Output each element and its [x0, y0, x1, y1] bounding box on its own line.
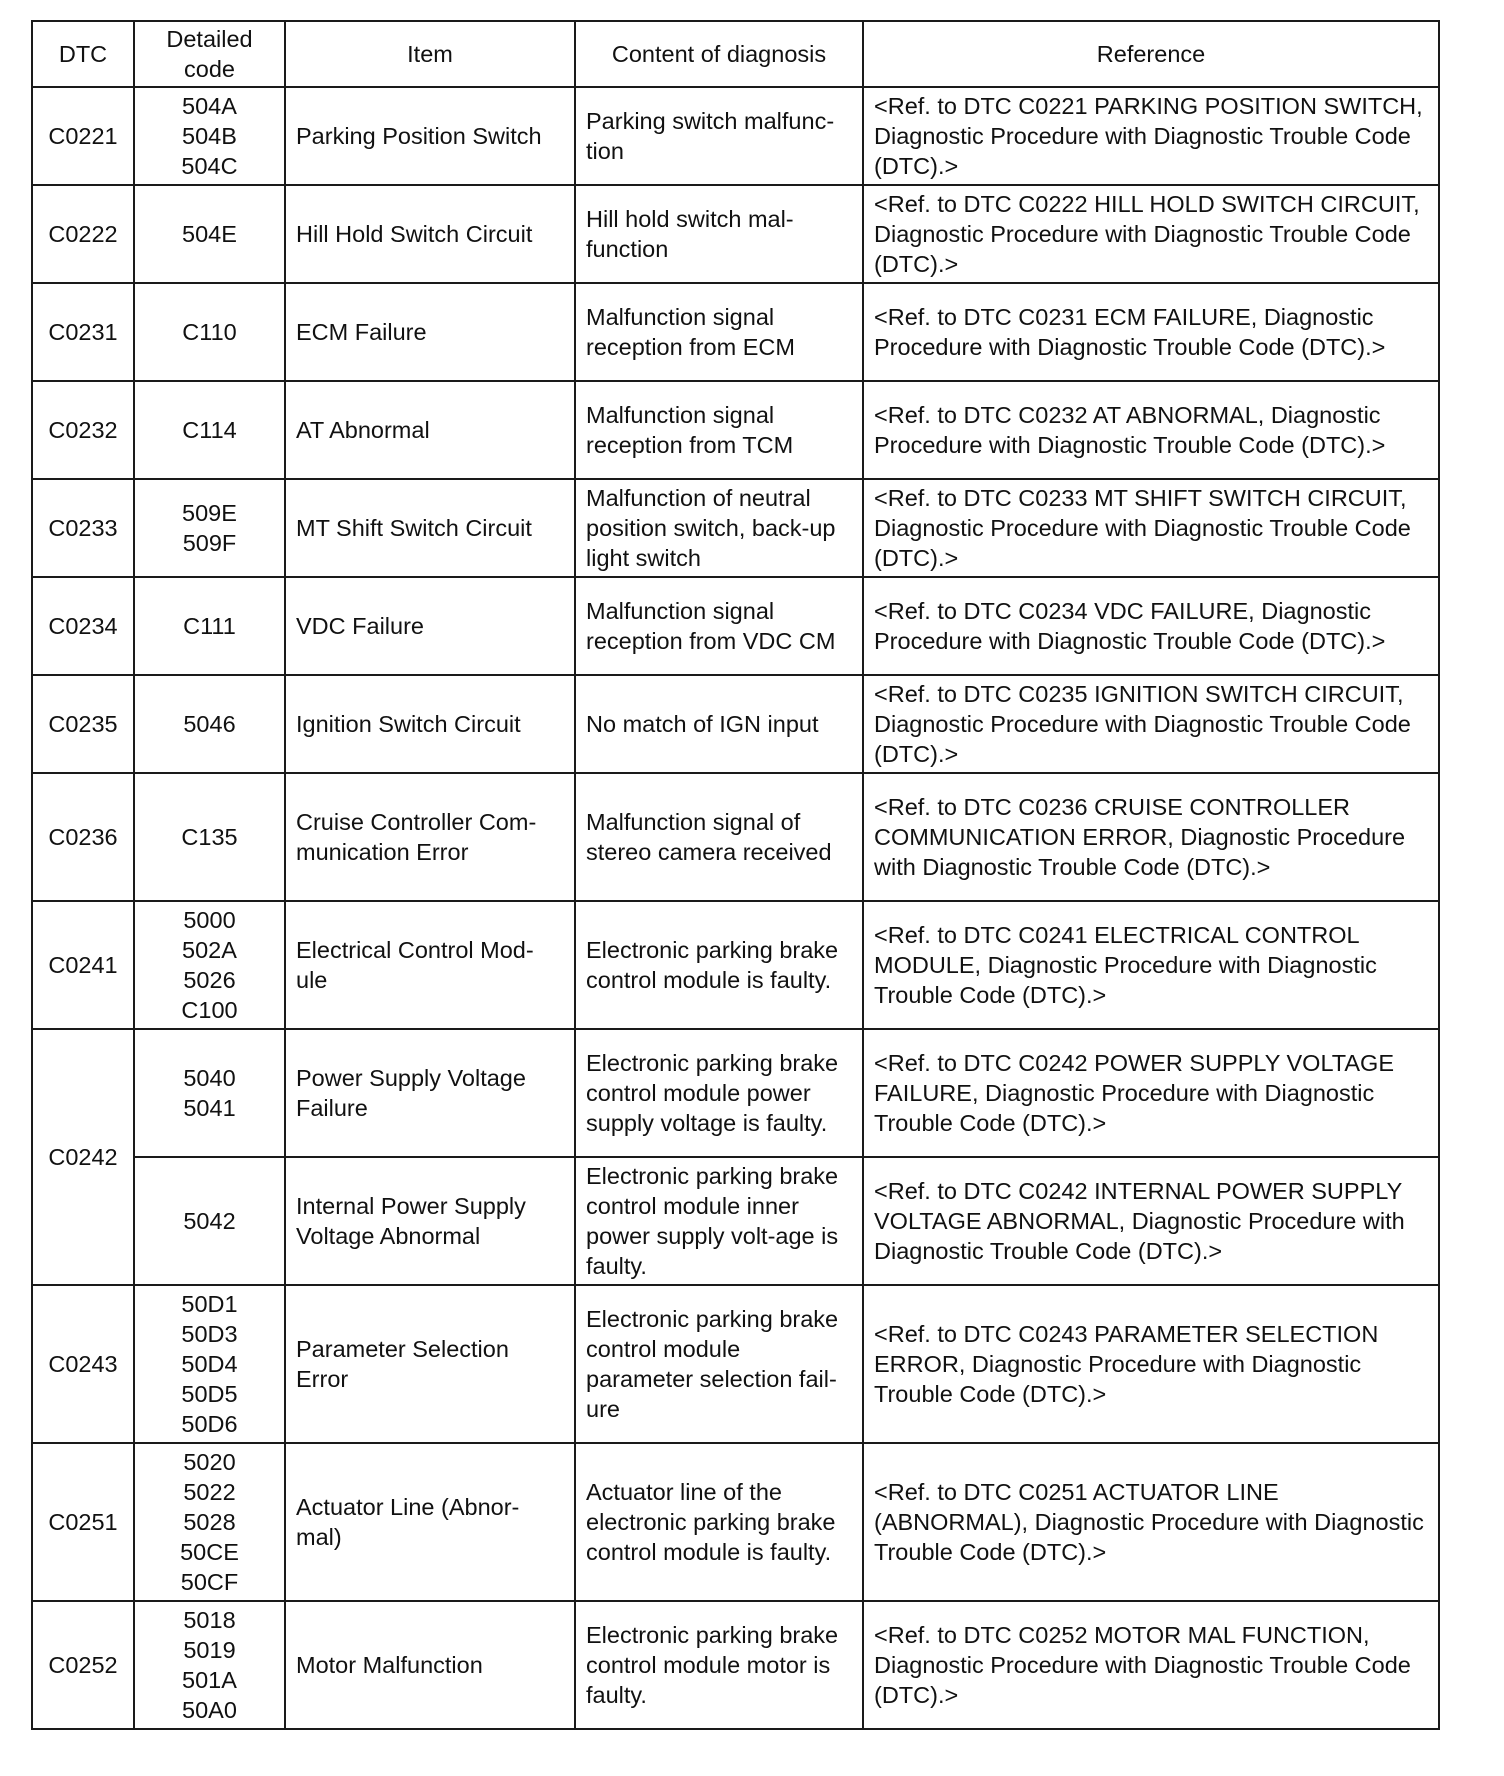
reference-cell: <Ref. to DTC C0233 MT SHIFT SWITCH CIRCUIT, Diagnostic Procedure with Diagnostic Trouble Code (DTC).>	[863, 479, 1439, 577]
detailed-code-cell	[134, 773, 285, 901]
detailed-code: 504E	[182, 221, 237, 247]
detailed-code: 5046	[183, 711, 236, 737]
item-cell: VDC Failure	[285, 577, 575, 675]
reference-cell: <Ref. to DTC C0242 INTERNAL POWER SUPPLY VOLTAGE ABNORMAL, Diagnostic Procedure with Diagnostic Trouble Code (DTC).>	[863, 1157, 1439, 1285]
detailed-code-cell	[134, 185, 285, 283]
header-reference: Reference	[863, 21, 1439, 87]
item-cell: Ignition Switch Circuit	[285, 675, 575, 773]
content-cell: Electronic parking brake control module motor is faulty.	[575, 1601, 863, 1729]
dtc-cell: C0251	[32, 1443, 134, 1601]
table-row	[32, 479, 1439, 577]
table-row	[32, 283, 1439, 381]
table-row	[32, 185, 1439, 283]
table-row	[32, 1601, 1439, 1729]
content-cell: Electronic parking brake control module is faulty.	[575, 901, 863, 1029]
content-cell: Electronic parking brake control module power supply voltage is faulty.	[575, 1029, 863, 1157]
detailed-code: 504B	[182, 123, 237, 149]
dtc-table	[31, 20, 1440, 1730]
item-cell: ECM Failure	[285, 283, 575, 381]
dtc-cell: C0243	[32, 1285, 134, 1443]
detailed-code: C110	[182, 319, 237, 345]
dtc-cell: C0233	[32, 479, 134, 577]
detailed-code: 5028	[183, 1509, 236, 1535]
detailed-code: 5018	[183, 1607, 236, 1633]
detailed-code: 5019	[183, 1637, 236, 1663]
dtc-cell: C0241	[32, 901, 134, 1029]
item-cell: Actuator Line (Abnor-mal)	[285, 1443, 575, 1601]
content-cell: Actuator line of the electronic parking brake control module is faulty.	[575, 1443, 863, 1601]
reference-cell: <Ref. to DTC C0236 CRUISE CONTROLLER COMMUNICATION ERROR, Diagnostic Procedure with Diagnostic Trouble Code (DTC).>	[863, 773, 1439, 901]
reference-cell: <Ref. to DTC C0252 MOTOR MAL FUNCTION, Diagnostic Procedure with Diagnostic Trouble Code (DTC).>	[863, 1601, 1439, 1729]
table-row	[32, 381, 1439, 479]
detailed-code: 5026	[183, 967, 236, 993]
dtc-cell: C0231	[32, 283, 134, 381]
content-cell: Electronic parking brake control module parameter selection fail-ure	[575, 1285, 863, 1443]
table-row	[32, 1285, 1439, 1443]
content-cell: Malfunction signal reception from ECM	[575, 283, 863, 381]
detailed-code: 5040	[183, 1065, 236, 1091]
detailed-code: 50D5	[181, 1381, 238, 1407]
detailed-code: 50D1	[181, 1291, 238, 1317]
table-row	[32, 675, 1439, 773]
detailed-code: 50A0	[182, 1697, 237, 1723]
detailed-code-cell	[134, 381, 285, 479]
detailed-code-cell	[134, 1157, 285, 1285]
table-row	[32, 577, 1439, 675]
detailed-code: 50CE	[180, 1539, 239, 1565]
content-cell: Malfunction signal reception from VDC CM	[575, 577, 863, 675]
reference-cell: <Ref. to DTC C0221 PARKING POSITION SWITCH, Diagnostic Procedure with Diagnostic Trouble Code (DTC).>	[863, 87, 1439, 185]
item-cell: Internal Power Supply Voltage Abnormal	[285, 1157, 575, 1285]
content-cell: Parking switch malfunc-tion	[575, 87, 863, 185]
detailed-code: 50D4	[181, 1351, 238, 1377]
detailed-code: 509E	[182, 500, 237, 526]
reference-cell: <Ref. to DTC C0232 AT ABNORMAL, Diagnostic Procedure with Diagnostic Trouble Code (DTC).>	[863, 381, 1439, 479]
detailed-code: 504C	[181, 153, 238, 179]
item-cell: Parameter Selection Error	[285, 1285, 575, 1443]
reference-cell: <Ref. to DTC C0243 PARAMETER SELECTION ERROR, Diagnostic Procedure with Diagnostic Trouble Code (DTC).>	[863, 1285, 1439, 1443]
reference-cell: <Ref. to DTC C0242 POWER SUPPLY VOLTAGE FAILURE, Diagnostic Procedure with Diagnostic Trouble Code (DTC).>	[863, 1029, 1439, 1157]
detailed-code: C135	[181, 824, 238, 850]
detailed-code-cell	[134, 87, 285, 185]
content-cell: Hill hold switch mal-function	[575, 185, 863, 283]
dtc-cell: C0242	[32, 1029, 134, 1285]
content-cell: Malfunction of neutral position switch, back-up light switch	[575, 479, 863, 577]
reference-cell: <Ref. to DTC C0251 ACTUATOR LINE (ABNORMAL), Diagnostic Procedure with Diagnostic Trouble Code (DTC).>	[863, 1443, 1439, 1601]
detailed-code: C111	[183, 613, 236, 639]
detailed-code: 504A	[182, 93, 237, 119]
content-cell: Malfunction signal of stereo camera received	[575, 773, 863, 901]
table-row	[32, 87, 1439, 185]
header-dtc: DTC	[32, 21, 134, 87]
table-row	[32, 1029, 1439, 1157]
reference-cell: <Ref. to DTC C0222 HILL HOLD SWITCH CIRCUIT, Diagnostic Procedure with Diagnostic Trouble Code (DTC).>	[863, 185, 1439, 283]
detailed-code: 5042	[183, 1208, 236, 1234]
item-cell: Power Supply Voltage Failure	[285, 1029, 575, 1157]
detailed-code: 50CF	[180, 1569, 239, 1595]
table-row	[32, 1443, 1439, 1601]
detailed-code-cell	[134, 1285, 285, 1443]
item-cell: Motor Malfunction	[285, 1601, 575, 1729]
dtc-cell: C0222	[32, 185, 134, 283]
detailed-code: 501A	[182, 1667, 237, 1693]
reference-cell: <Ref. to DTC C0234 VDC FAILURE, Diagnostic Procedure with Diagnostic Trouble Code (DTC).>	[863, 577, 1439, 675]
detailed-code: 5022	[183, 1479, 236, 1505]
detailed-code: 50D3	[181, 1321, 238, 1347]
detailed-code-cell	[134, 479, 285, 577]
item-cell: Electrical Control Mod-ule	[285, 901, 575, 1029]
detailed-code: 5000	[183, 907, 236, 933]
dtc-cell: C0252	[32, 1601, 134, 1729]
detailed-code-cell	[134, 283, 285, 381]
reference-cell: <Ref. to DTC C0241 ELECTRICAL CONTROL MODULE, Diagnostic Procedure with Diagnostic Trouble Code (DTC).>	[863, 901, 1439, 1029]
content-cell: Electronic parking brake control module inner power supply volt-age is faulty.	[575, 1157, 863, 1285]
detailed-code-cell	[134, 577, 285, 675]
detailed-code-cell	[134, 901, 285, 1029]
detailed-code: 509F	[182, 530, 237, 556]
detailed-code: C114	[182, 417, 237, 443]
table-row	[32, 773, 1439, 901]
detailed-code: 5020	[183, 1449, 236, 1475]
item-cell: Cruise Controller Com-munication Error	[285, 773, 575, 901]
content-cell: Malfunction signal reception from TCM	[575, 381, 863, 479]
item-cell: AT Abnormal	[285, 381, 575, 479]
detailed-code: C100	[181, 997, 238, 1023]
dtc-cell: C0221	[32, 87, 134, 185]
dtc-cell: C0235	[32, 675, 134, 773]
detailed-code-cell	[134, 1029, 285, 1157]
item-cell: Hill Hold Switch Circuit	[285, 185, 575, 283]
header-content: Content of diagnosis	[575, 21, 863, 87]
header-item: Item	[285, 21, 575, 87]
detailed-code-cell	[134, 1601, 285, 1729]
detailed-code: 50D6	[181, 1411, 238, 1437]
detailed-code: 5041	[183, 1095, 236, 1121]
item-cell: MT Shift Switch Circuit	[285, 479, 575, 577]
dtc-cell: C0236	[32, 773, 134, 901]
reference-cell: <Ref. to DTC C0231 ECM FAILURE, Diagnostic Procedure with Diagnostic Trouble Code (DTC).>	[863, 283, 1439, 381]
table-row	[32, 901, 1439, 1029]
detailed-code-cell	[134, 675, 285, 773]
detailed-code: 502A	[182, 937, 237, 963]
item-cell: Parking Position Switch	[285, 87, 575, 185]
detailed-code-cell	[134, 1443, 285, 1601]
header-row	[32, 21, 1439, 87]
header-detailed-code: Detailed code	[134, 21, 285, 87]
dtc-cell: C0234	[32, 577, 134, 675]
dtc-cell: C0232	[32, 381, 134, 479]
reference-cell: <Ref. to DTC C0235 IGNITION SWITCH CIRCUIT, Diagnostic Procedure with Diagnostic Trouble Code (DTC).>	[863, 675, 1439, 773]
content-cell: No match of IGN input	[575, 675, 863, 773]
table-row	[32, 1157, 1439, 1285]
